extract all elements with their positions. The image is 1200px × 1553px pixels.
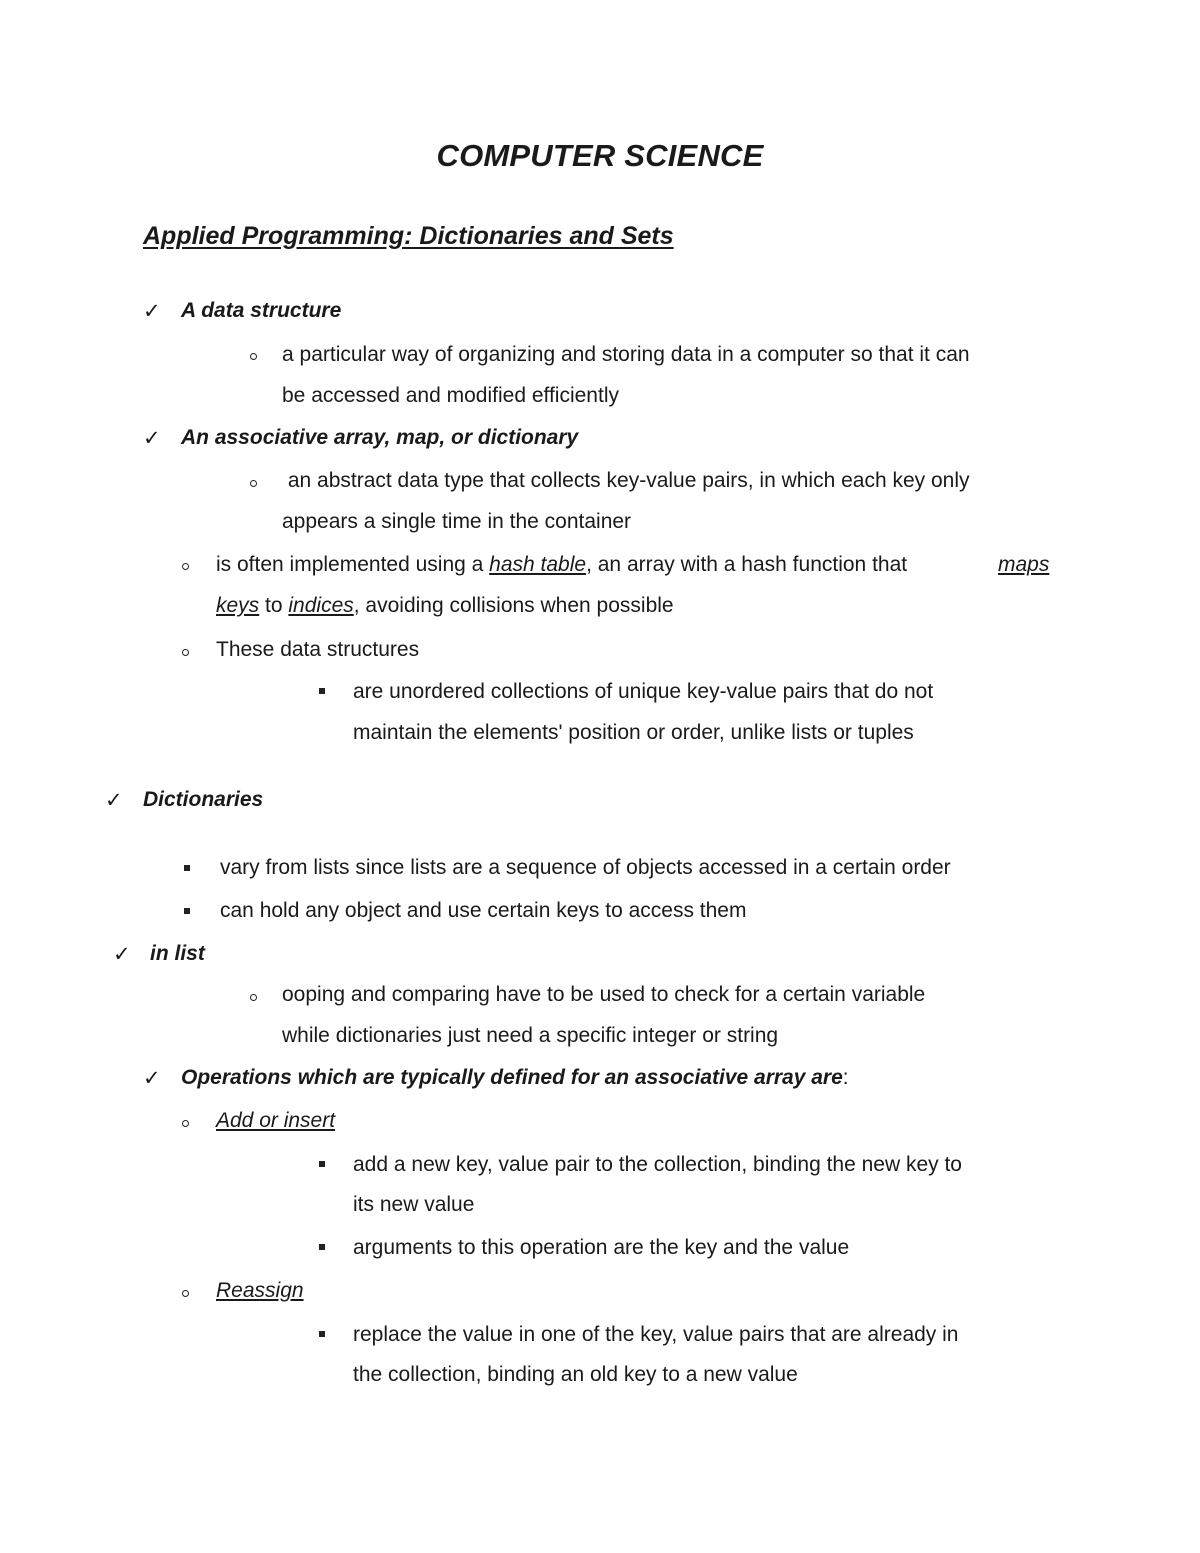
circle-bullet-icon (182, 563, 189, 570)
square-bullet-icon (319, 1331, 325, 1337)
indices-term: indices (288, 594, 354, 617)
term-data-structure: A data structure (181, 299, 342, 322)
hash-table-term: hash table (489, 553, 587, 576)
impl-text: is often implemented using a (216, 553, 490, 576)
square-bullet-icon (184, 865, 190, 871)
list-item: its new value (353, 1193, 475, 1216)
operation-reassign: Reassign (216, 1279, 304, 1302)
term-operations (181, 1064, 849, 1092)
list-item: can hold any object and use certain keys to access them (220, 899, 747, 922)
square-bullet-icon (319, 688, 325, 694)
maps-term: maps (998, 553, 1050, 576)
list-item: add a new key, value pair to the collection, binding the new key to (353, 1153, 962, 1176)
checkmark-icon: ✓ (143, 426, 161, 450)
square-bullet-icon (319, 1244, 325, 1250)
definition-line: while dictionaries just need a specific integer or string (282, 1024, 779, 1047)
impl-text: , an array with a hash function that (586, 553, 913, 576)
list-item: the collection, binding an old key to a new value (353, 1363, 798, 1386)
definition-line: an abstract data type that collects key-value pairs, in which each key only (282, 469, 970, 492)
square-bullet-icon (184, 908, 190, 914)
checkmark-icon: ✓ (143, 1066, 161, 1090)
section-heading: Applied Programming: Dictionaries and Sets (143, 222, 674, 250)
term-dictionaries: Dictionaries (143, 788, 264, 811)
checkmark-icon: ✓ (105, 788, 123, 812)
checkmark-icon: ✓ (143, 299, 161, 323)
list-item: are unordered collections of unique key-value pairs that do not (353, 680, 934, 703)
list-item: replace the value in one of the key, value pairs that are already in (353, 1323, 959, 1346)
keys-term: keys (216, 594, 260, 617)
operation-add-or-insert: Add or insert (216, 1109, 336, 1132)
implementation-line (216, 592, 674, 620)
circle-bullet-icon (250, 353, 257, 360)
square-bullet-icon (319, 1161, 325, 1167)
heading-colon: : (842, 1066, 849, 1089)
implementation-line (216, 551, 913, 579)
list-item: maintain the elements' position or order, unlike lists or tuples (353, 721, 914, 744)
impl-text: to (259, 594, 289, 617)
definition-line: be accessed and modified efficiently (282, 384, 619, 407)
operations-heading: Operations which are typically defined for an associative array are (181, 1066, 843, 1089)
circle-bullet-icon (182, 649, 189, 656)
circle-bullet-icon (250, 480, 257, 487)
circle-bullet-icon (182, 1120, 189, 1127)
definition-line: ooping and comparing have to be used to check for a certain variable (282, 983, 926, 1006)
term-associative-array: An associative array, map, or dictionary (181, 426, 579, 449)
checkmark-icon: ✓ (113, 942, 131, 966)
document-title: COMPUTER SCIENCE (436, 138, 764, 173)
list-item: vary from lists since lists are a sequence of objects accessed in a certain order (220, 856, 951, 879)
definition-line: appears a single time in the container (282, 510, 632, 533)
list-item: arguments to this operation are the key and the value (353, 1236, 850, 1259)
circle-bullet-icon (182, 1290, 189, 1297)
impl-text: , avoiding collisions when possible (353, 594, 674, 617)
definition-line: a particular way of organizing and storing data in a computer so that it can (282, 343, 970, 366)
list-item: These data structures (216, 638, 420, 661)
term-in-list: in list (150, 942, 205, 965)
circle-bullet-icon (250, 994, 257, 1001)
